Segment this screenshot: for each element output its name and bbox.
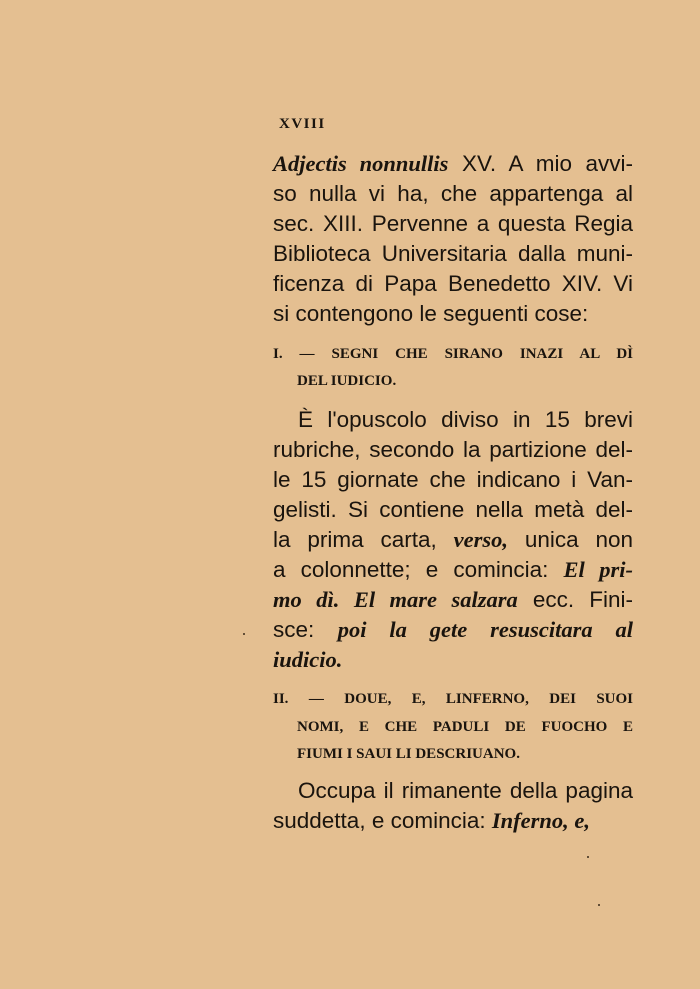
text-line: È l'opuscolo diviso in 15 brevi	[298, 407, 633, 432]
text-line: mo dì. El mare salzara ecc. Fini-	[273, 587, 634, 612]
speck-mark	[587, 856, 589, 858]
text-line: si contengono le seguenti cose:	[273, 301, 589, 326]
text-line: gelisti. Si contiene nella metà del-	[273, 497, 633, 522]
section-heading-1-cont: DEL IUDICIO.	[297, 373, 397, 389]
text-line: sce: poi la gete resuscitara al	[273, 617, 633, 642]
text-line: ficenza di Papa Benedetto XIV. Vi	[273, 271, 633, 296]
section-heading-2-cont: FIUMI I SAUI LI DESCRIUANO.	[297, 746, 520, 762]
text-line: iudicio.	[273, 647, 343, 672]
section-heading-2-cont: NOMI, E CHE PADULI DE FUOCHO E	[297, 719, 633, 735]
speck-mark	[243, 633, 245, 635]
text-line: le 15 giornate che indicano i Van-	[273, 467, 633, 492]
text-line: suddetta, e comincia: Inferno, e,	[273, 808, 591, 833]
text-line: Adjectis nonnullis XV. A mio avvi-	[273, 151, 633, 176]
section-heading-1: I. — SEGNI CHE SIRANO INAZI AL DÌ	[273, 346, 633, 362]
speck-mark	[598, 904, 600, 906]
page-number: XVIII	[279, 116, 326, 132]
text-line: la prima carta, verso, unica non	[273, 527, 633, 552]
text-line: Occupa il rimanente della pagina	[298, 778, 633, 803]
text-line: so nulla vi ha, che appartenga al	[273, 181, 633, 206]
text-line: rubriche, secondo la partizione del-	[273, 437, 633, 462]
section-heading-2: II. — DOUE, E, LINFERNO, DEI SUOI	[273, 691, 633, 707]
text-line: a colonnette; e comincia: El pri-	[273, 557, 633, 582]
text-line: sec. XIII. Pervenne a questa Regia	[273, 211, 633, 236]
text-line: Biblioteca Universitaria dalla muni-	[273, 241, 633, 266]
